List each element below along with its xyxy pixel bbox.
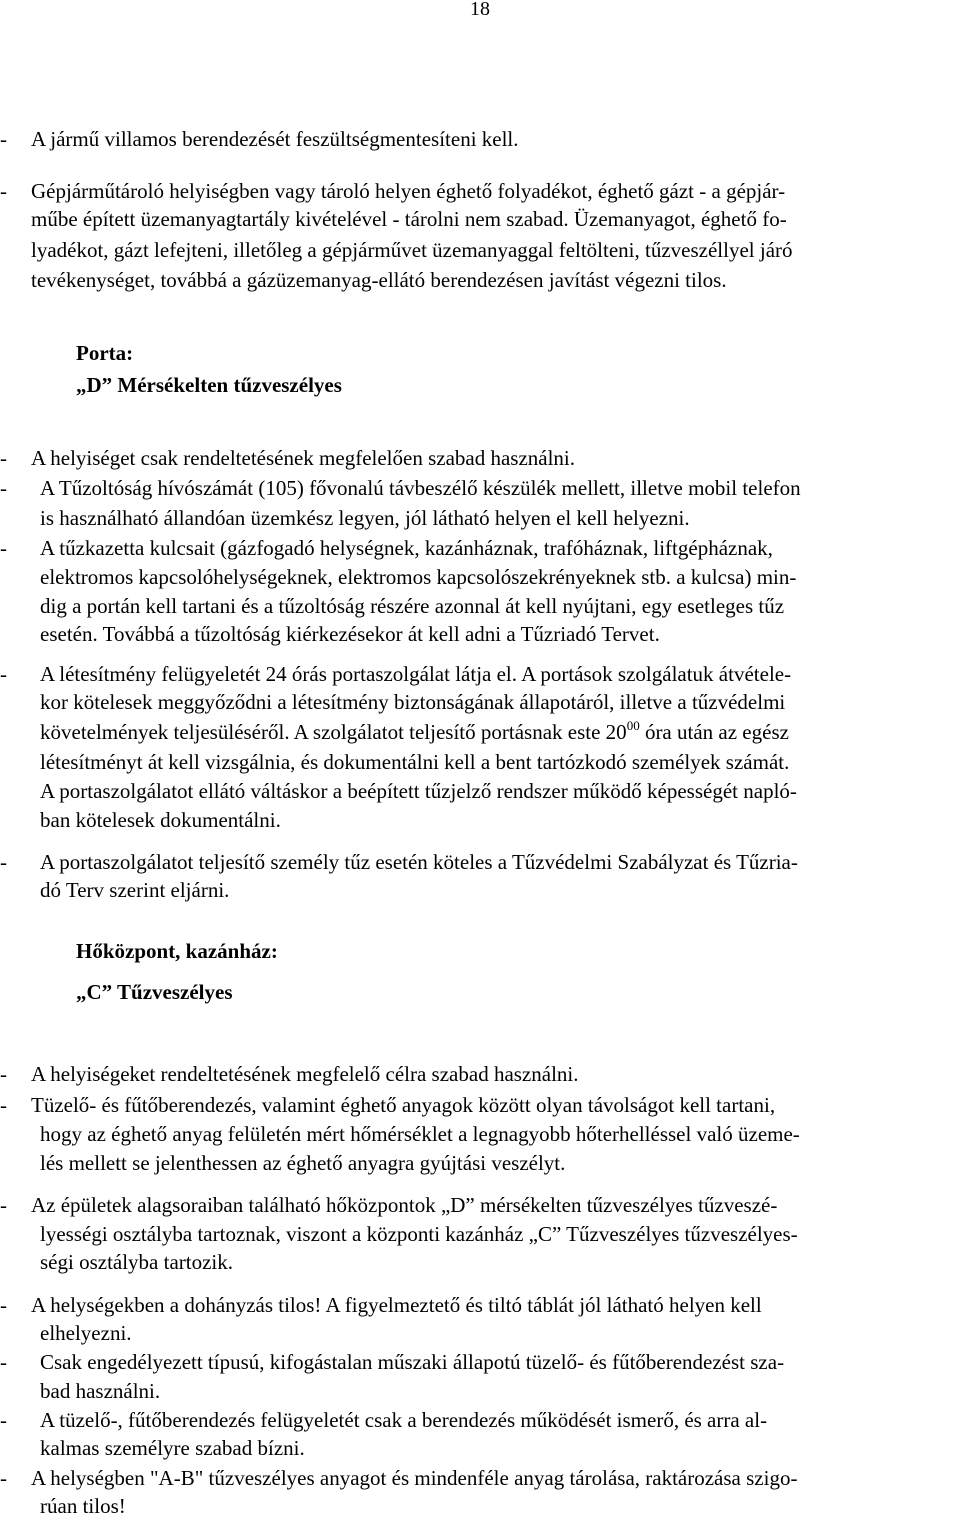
paragraph-line: A portaszolgálatot ellátó váltáskor a beépített tűzjelző rendszer működő képességét napló- (40, 779, 797, 803)
paragraph-line: Tüzelő- és fűtőberendezés, valamint éghető anyagok között olyan távolságot kell tartani, (31, 1093, 776, 1117)
paragraph-line: esetén. Továbbá a tűzoltóság kiérkezésekor át kell adni a Tűzriadó Tervet. (40, 622, 660, 646)
paragraph-line: A helyiségeket rendeltetésének megfelelő célra szabad használni. (31, 1062, 579, 1086)
paragraph-line: A portaszolgálatot teljesítő személy tűz esetén köteles a Tűzvédelmi Szabályzat és Tűzria- (40, 850, 798, 874)
paragraph-line: elhelyezni. (40, 1321, 132, 1345)
list-dash: - (0, 476, 7, 500)
paragraph-line: lyadékot, gázt lefejteni, illetőleg a gépjárművet üzemanyaggal feltölteni, tűzveszéllyel járó (31, 238, 793, 262)
paragraph-line: rúan tilos! (40, 1494, 126, 1518)
list-dash: - (0, 1408, 7, 1432)
paragraph-line: lyességi osztályba tartoznak, viszont a központi kazánház „C” Tűzveszélyes tűzveszélyes- (40, 1222, 798, 1246)
list-dash: - (0, 850, 7, 874)
paragraph-line: Csak engedélyezett típusú, kifogástalan műszaki állapotú tüzelő- és fűtőberendezést sza- (40, 1350, 785, 1374)
fire-class-porta: „D” Mérsékelten tűzveszélyes (76, 373, 342, 397)
paragraph-line: tevékenységet, továbbá a gázüzemanyag-ellátó berendezésen javítást végezni tilos. (31, 268, 727, 292)
list-dash: - (0, 446, 7, 470)
paragraph-line: ségi osztályba tartozik. (40, 1250, 234, 1274)
list-dash: - (0, 1293, 7, 1317)
paragraph-line: követelmények teljesüléséről. A szolgálatot teljesítő portásnak este $20^{00}$ óra után az egész (40, 718, 789, 744)
list-dash: - (0, 662, 7, 686)
paragraph-line: műbe épített üzemanyagtartály kivételével - tárolni nem szabad. Üzemanyagot, éghető fo- (31, 207, 787, 231)
paragraph-line: A tűzkazetta kulcsait (gázfogadó helységnek, kazánháznak, trafóháznak, liftgépháznak, (40, 536, 773, 560)
page-number: 18 (470, 0, 490, 20)
paragraph-line: A Tűzoltóság hívószámát (105) fővonalú távbeszélő készülék mellett, illetve mobil telefon (40, 476, 801, 500)
paragraph-line: A jármű villamos berendezését feszültségmentesíteni kell. (31, 127, 519, 151)
paragraph-line: elektromos kapcsolóhelységeknek, elektromos kapcsolószekrényeknek stb. a kulcsa) min- (40, 565, 797, 589)
superscript: 00 (626, 718, 640, 733)
list-dash: - (0, 1062, 7, 1086)
paragraph-line: Az épületek alagsoraiban található hőközpontok „D” mérsékelten tűzveszélyes tűzveszé- (31, 1193, 778, 1217)
paragraph-line: A helységekben a dohányzás tilos! A figyelmeztető és tiltó táblát jól látható helyen kell (31, 1293, 762, 1317)
list-dash: - (0, 179, 7, 203)
paragraph-line: ban kötelesek dokumentálni. (40, 808, 281, 832)
paragraph-line: létesítményt át kell vizsgálnia, és dokumentálni kell a bent tartózkodó személyek számát. (40, 750, 790, 774)
paragraph-line: bad használni. (40, 1379, 161, 1403)
paragraph-line: is használható állandóan üzemkész legyen, jól látható helyen el kell helyezni. (40, 506, 690, 530)
section-title-hokozpont: Hőközpont, kazánház: (76, 939, 278, 963)
list-dash: - (0, 1193, 7, 1217)
list-dash: - (0, 1093, 7, 1117)
paragraph-line: lés mellett se jelenthessen az éghető anyagra gyújtási veszélyt. (40, 1151, 566, 1175)
paragraph-line: A létesítmény felügyeletét 24 órás portaszolgálat látja el. A portások szolgálatuk átvétele- (40, 662, 792, 686)
paragraph-line: A tüzelő-, fűtőberendezés felügyeletét csak a berendezés működését ismerő, és arra al- (40, 1408, 768, 1432)
paragraph-line: A helyiséget csak rendeltetésének megfelelően szabad használni. (31, 446, 576, 470)
list-dash: - (0, 1350, 7, 1374)
paragraph-line: kalmas személyre szabad bízni. (40, 1436, 305, 1460)
list-dash: - (0, 127, 7, 151)
paragraph-line: dig a portán kell tartani és a tűzoltóság részére azonnal át kell nyújtani, egy esetleges tűz (40, 594, 785, 618)
paragraph-line: dó Terv szerint eljárni. (40, 878, 230, 902)
list-dash: - (0, 1466, 7, 1490)
paragraph-line: Gépjárműtároló helyiségben vagy tároló helyen éghető folyadékot, éghető gázt - a gépjár- (31, 179, 786, 203)
fire-class-hokozpont: „C” Tűzveszélyes (76, 980, 233, 1004)
list-dash: - (0, 536, 7, 560)
section-title-porta: Porta: (76, 341, 134, 365)
paragraph-line: A helységben "A-B" tűzveszélyes anyagot és mindenféle anyag tárolása, raktározása szigo- (31, 1466, 798, 1490)
paragraph-line: kor kötelesek meggyőződni a létesítmény biztonságának állapotáról, illetve a tűzvédelmi (40, 690, 786, 714)
paragraph-line: hogy az éghető anyag felületén mért hőmérséklet a legnagyobb hőterhelléssel való üzeme- (40, 1122, 800, 1146)
